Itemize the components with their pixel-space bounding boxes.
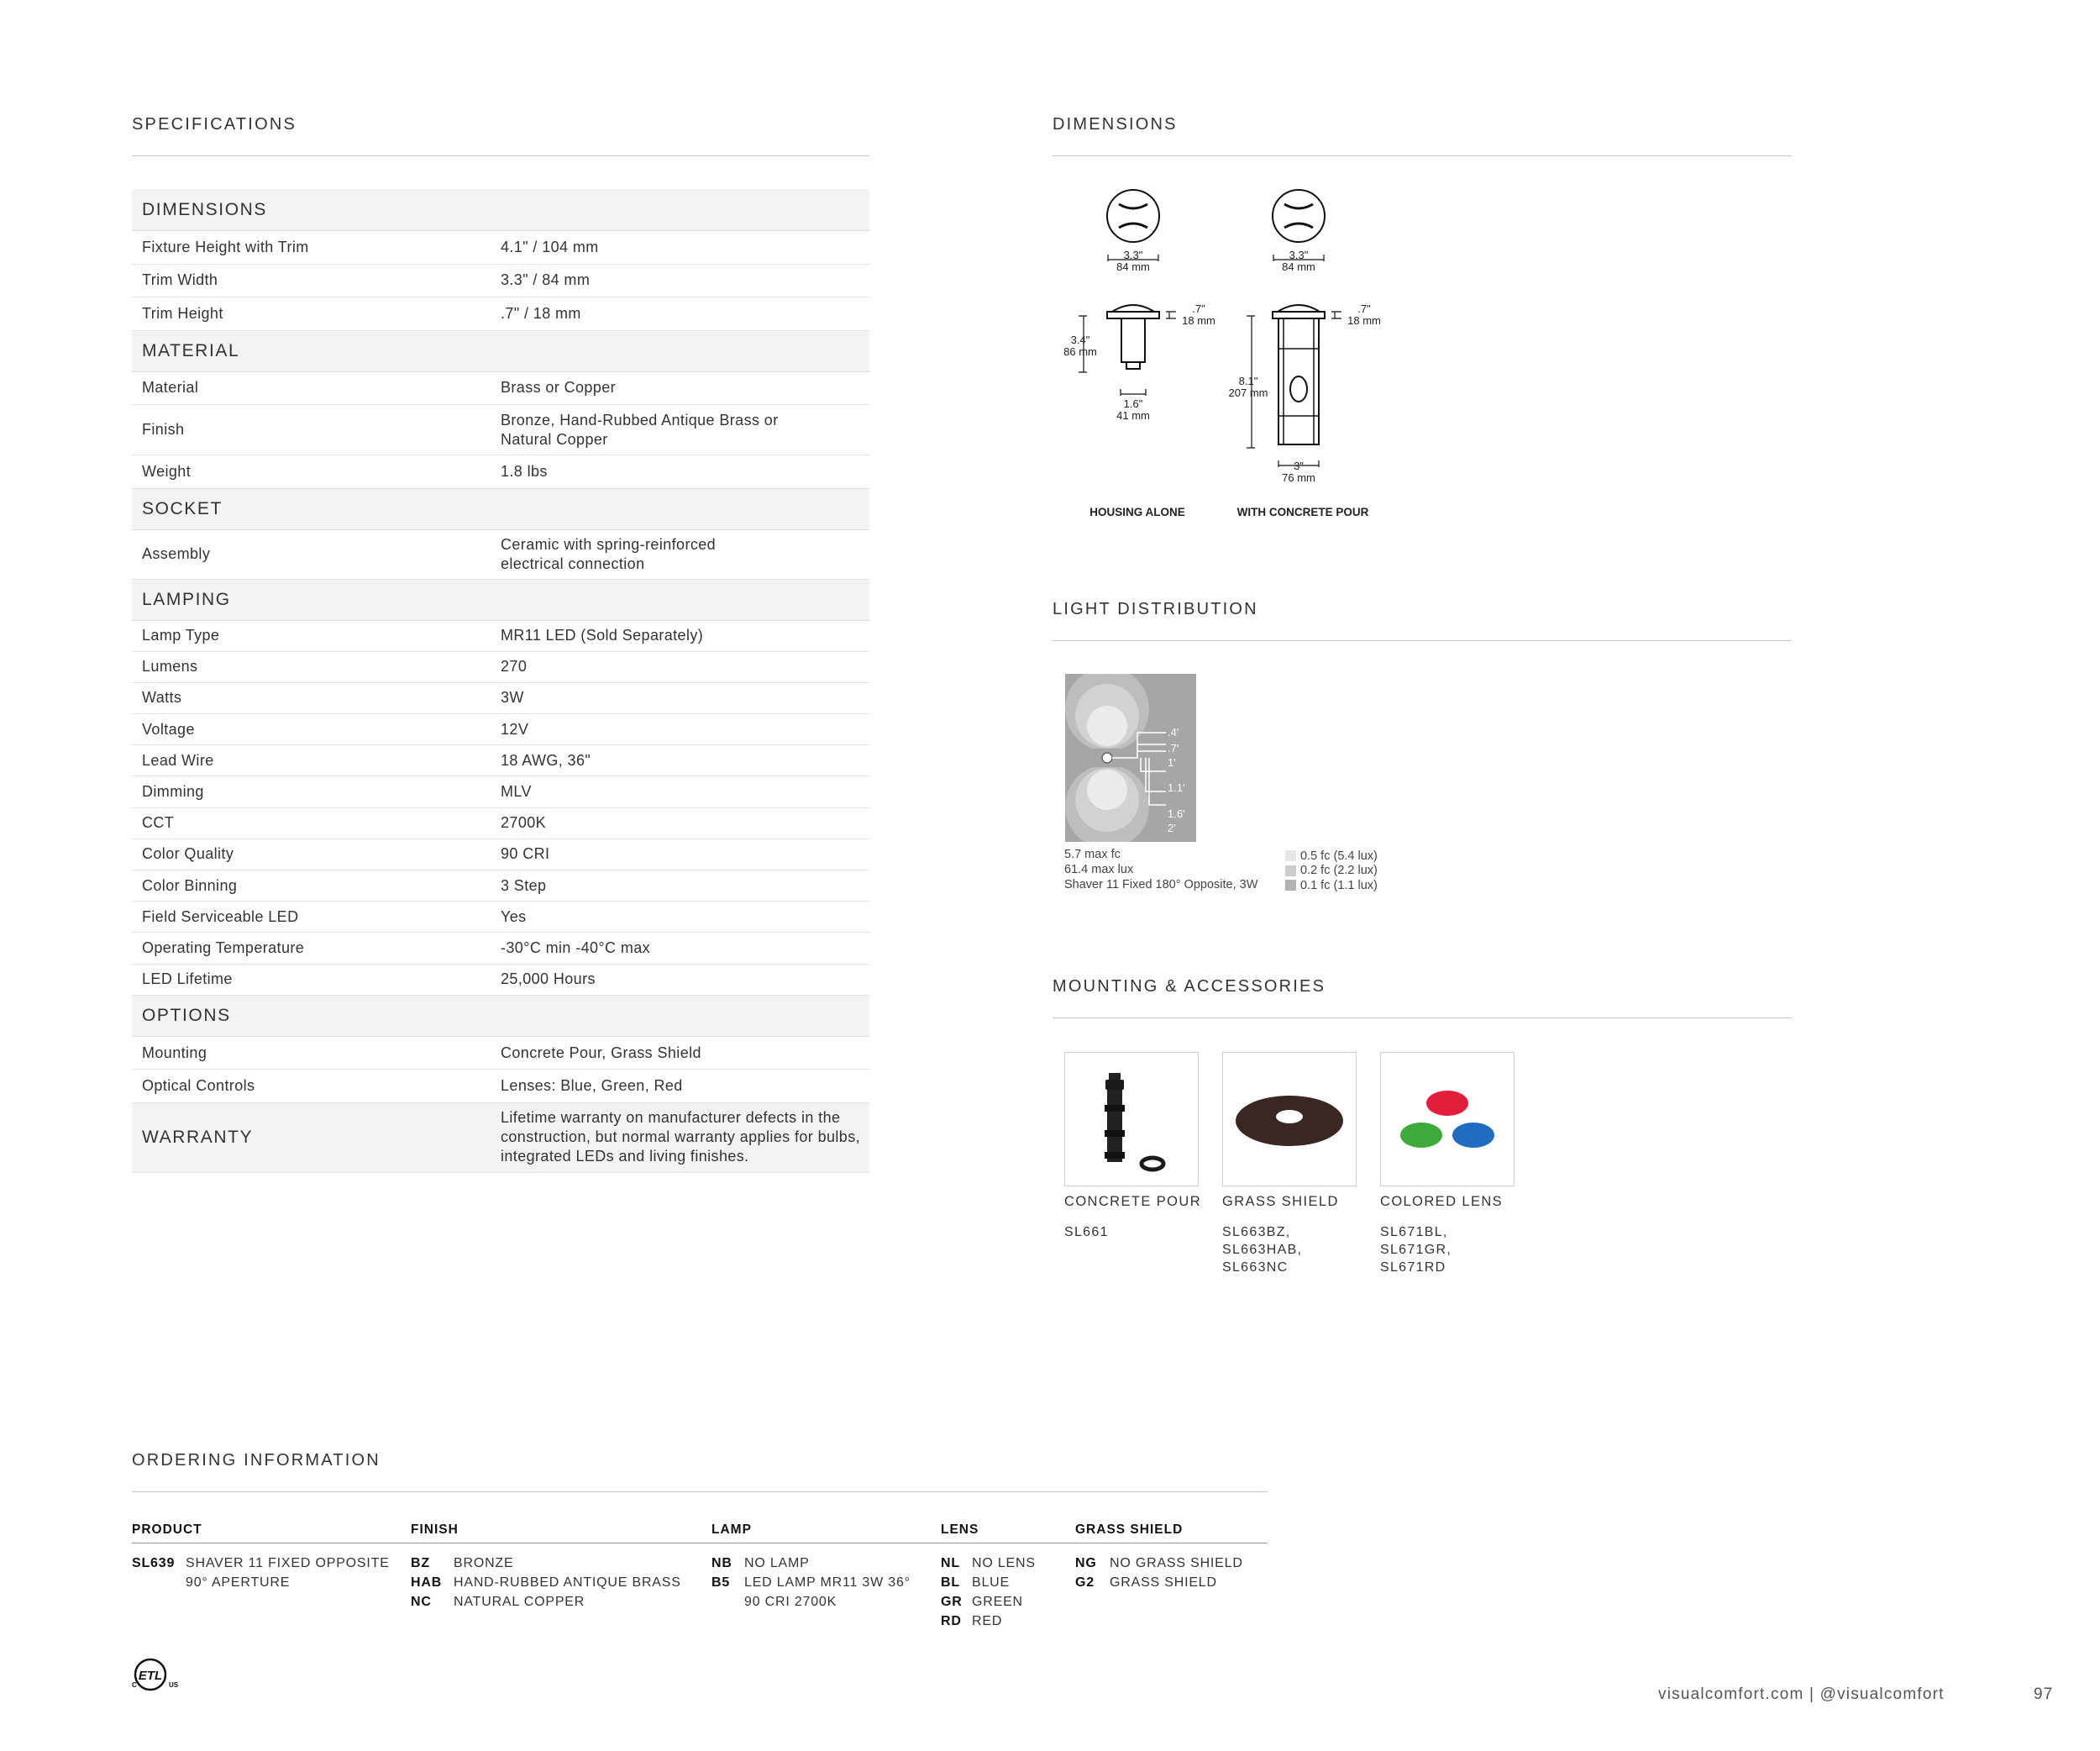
- left-trim-in: .7": [1192, 302, 1205, 315]
- ordering-option: [941, 1592, 1036, 1612]
- distribution-description: Shaver 11 Fixed 180° Opposite, 3W: [1064, 878, 1258, 891]
- pour-height-mm: 207 mm: [1228, 386, 1268, 399]
- legend-label: 0.2 fc (2.2 lux): [1300, 864, 1378, 878]
- trim-top-view-left: [1107, 190, 1159, 242]
- spec-row: [132, 902, 869, 933]
- footer-website[interactable]: visualcomfort.com | @visualcomfort: [1658, 1685, 1945, 1703]
- spec-value: 25,000 Hours: [501, 970, 596, 988]
- light-distribution-legend: [1285, 849, 1378, 893]
- spec-label: LED Lifetime: [142, 970, 233, 988]
- option-desc: SHAVER 11 FIXED OPPOSITE: [186, 1556, 390, 1570]
- spec-value: 2700K: [501, 814, 547, 832]
- ordering-option: [941, 1554, 1036, 1573]
- svg-text:ETL: ETL: [138, 1669, 163, 1683]
- spec-row: [132, 297, 869, 331]
- right-width-mm: 84 mm: [1282, 260, 1315, 273]
- warranty-label: WARRANTY: [142, 1127, 254, 1147]
- option-code: HAB: [411, 1575, 443, 1590]
- right-trim-in: .7": [1357, 302, 1371, 315]
- ordering-lamp-header: LAMP: [711, 1522, 752, 1537]
- accessory-code: SL663BZ,: [1222, 1225, 1291, 1239]
- spec-value: Yes: [501, 907, 527, 925]
- legend-item: [1285, 878, 1378, 893]
- spec-value: .7" / 18 mm: [501, 304, 581, 322]
- svg-text:C: C: [132, 1681, 137, 1689]
- scale-label: 2': [1168, 822, 1176, 834]
- svg-text:US: US: [169, 1681, 179, 1689]
- spec-value: Concrete Pour, Grass Shield: [501, 1044, 701, 1061]
- option-code: B5: [711, 1575, 731, 1590]
- spec-row: [132, 1070, 869, 1103]
- divider: [132, 155, 869, 156]
- spec-label: Finish: [142, 421, 185, 438]
- spec-value: Brass or Copper: [501, 379, 617, 397]
- pour-height-in: 8.1": [1238, 375, 1258, 387]
- spec-row: [132, 745, 869, 776]
- ordering-option: [411, 1592, 681, 1612]
- green-lens: [1400, 1123, 1442, 1148]
- spec-row: [132, 530, 869, 580]
- option-code: NL: [941, 1556, 960, 1570]
- spec-value: Ceramic with spring-reinforced electrical connection: [501, 535, 717, 572]
- mounting-title: MOUNTING & ACCESSORIES: [1053, 977, 1326, 996]
- concrete-pour-image: [1064, 1052, 1199, 1186]
- option-desc: BLUE: [972, 1575, 1010, 1590]
- spec-table: [132, 189, 869, 1173]
- ordering-lens-header: LENS: [941, 1522, 979, 1537]
- option-code: NB: [711, 1556, 732, 1570]
- ordering-option: [411, 1573, 681, 1592]
- trim-top-view-right: [1273, 190, 1325, 242]
- divider: [132, 1491, 1268, 1492]
- option-desc: NO LAMP: [744, 1556, 810, 1570]
- option-code: G2: [1075, 1575, 1095, 1590]
- ordering-finish-list: [411, 1554, 681, 1612]
- spec-value: 18 AWG, 36": [501, 751, 591, 769]
- accessory-codes: [1064, 1223, 1109, 1241]
- left-width-mm: 84 mm: [1116, 260, 1150, 273]
- spec-label: Trim Height: [142, 304, 223, 322]
- option-code: NG: [1075, 1556, 1097, 1570]
- ordering-grass-shield-list: [1075, 1554, 1243, 1592]
- ordering-grass-shield-header: GRASS SHIELD: [1075, 1522, 1184, 1537]
- spec-label: Assembly: [142, 545, 211, 562]
- spec-row: [132, 231, 869, 265]
- spec-row: [132, 870, 869, 902]
- spec-label: Lead Wire: [142, 751, 214, 769]
- ordering-option: [941, 1612, 1036, 1631]
- accessory-name: COLORED LENS: [1380, 1194, 1504, 1209]
- pour-dia-in: 3": [1294, 460, 1304, 472]
- dimension-drawing: [1052, 181, 1404, 525]
- spec-row: [132, 714, 869, 745]
- spec-label: Dimming: [142, 783, 204, 801]
- colored-lens-image: [1380, 1052, 1515, 1186]
- spec-row: [132, 455, 869, 489]
- option-desc: BRONZE: [454, 1556, 514, 1570]
- ordering-option: [1075, 1573, 1243, 1592]
- scale-label: 1': [1168, 756, 1176, 769]
- light-distribution-graphic: [1065, 674, 1196, 842]
- option-code: GR: [941, 1595, 963, 1609]
- spec-value: 1.8 lbs: [501, 462, 548, 480]
- spec-row: [132, 652, 869, 683]
- spec-row: [132, 683, 869, 714]
- legend-swatch: [1285, 880, 1296, 891]
- right-width-in: 3.3": [1289, 249, 1309, 261]
- spec-group-header: DIMENSIONS: [132, 189, 869, 231]
- spec-row: [132, 933, 869, 964]
- accessory-name: CONCRETE POUR: [1064, 1194, 1202, 1209]
- option-desc-line2: 90 CRI 2700K: [744, 1595, 837, 1609]
- caption-housing-alone: HOUSING ALONE: [1089, 506, 1185, 518]
- ordering-product-header: PRODUCT: [132, 1522, 202, 1537]
- spec-label: Color Quality: [142, 845, 234, 863]
- legend-swatch: [1285, 850, 1296, 861]
- left-width-in: 3.3": [1123, 249, 1143, 261]
- etl-certification-logo: [132, 1657, 181, 1692]
- ordering-lens-list: [941, 1554, 1036, 1631]
- option-desc: LED LAMP MR11 3W 36°: [744, 1575, 911, 1590]
- spec-label: Watts: [142, 689, 182, 707]
- caption-with-concrete-pour: WITH CONCRETE POUR: [1236, 506, 1369, 518]
- spec-label: Weight: [142, 462, 192, 480]
- housing-height-in: 3.4": [1070, 334, 1090, 346]
- accessory-codes: [1380, 1223, 1452, 1276]
- spec-row: [132, 405, 869, 455]
- red-lens: [1426, 1091, 1468, 1116]
- ordering-option: [411, 1554, 681, 1573]
- option-desc: RED: [972, 1614, 1003, 1628]
- spec-label: Trim Width: [142, 271, 218, 289]
- spec-value: MR11 LED (Sold Separately): [501, 627, 704, 644]
- legend-label: 0.5 fc (5.4 lux): [1300, 849, 1378, 863]
- spec-label: Lamp Type: [142, 627, 220, 644]
- spec-label: Fixture Height with Trim: [142, 238, 309, 255]
- ordering-product-list: [132, 1554, 390, 1592]
- accessory-code: SL671RD: [1380, 1260, 1446, 1275]
- spec-row: [132, 776, 869, 807]
- legend-label: 0.1 fc (1.1 lux): [1300, 878, 1378, 892]
- option-desc: HAND-RUBBED ANTIQUE BRASS: [454, 1575, 681, 1590]
- scale-label: .7': [1168, 742, 1179, 755]
- spec-label: CCT: [142, 814, 175, 832]
- dimensions-title: DIMENSIONS: [1053, 115, 1178, 134]
- spec-value: Lenses: Blue, Green, Red: [501, 1077, 683, 1094]
- ordering-title: ORDERING INFORMATION: [132, 1451, 381, 1470]
- spec-value: 3W: [501, 689, 524, 707]
- left-trim-mm: 18 mm: [1182, 314, 1215, 327]
- accessory-code: SL663HAB,: [1222, 1243, 1303, 1257]
- option-desc: GREEN: [972, 1595, 1023, 1609]
- scale-label: .4': [1168, 726, 1179, 739]
- spec-value: 270: [501, 658, 528, 676]
- spec-row: [132, 839, 869, 870]
- warranty-value: Lifetime warranty on manufacturer defects in the construction, but normal warranty applies for bulbs, integrated LEDs and living finishes.: [501, 1109, 860, 1165]
- ordering-option: [941, 1573, 1036, 1592]
- spec-value: MLV: [501, 783, 532, 801]
- spec-label: Operating Temperature: [142, 939, 305, 956]
- divider: [1053, 155, 1792, 156]
- spec-value: 3 Step: [501, 876, 547, 894]
- scale-label: 1.6': [1168, 807, 1185, 820]
- pour-dia-mm: 76 mm: [1282, 471, 1315, 484]
- light-distribution-title: LIGHT DISTRIBUTION: [1053, 600, 1258, 618]
- spec-label: Voltage: [142, 720, 195, 738]
- spec-value: 4.1" / 104 mm: [501, 238, 599, 255]
- legend-swatch: [1285, 865, 1296, 876]
- option-code: NC: [411, 1595, 432, 1609]
- scale-label: 1.1': [1168, 781, 1185, 794]
- divider: [1053, 640, 1792, 641]
- ordering-lamp-list: [711, 1554, 911, 1612]
- spec-label: Mounting: [142, 1044, 207, 1061]
- blue-lens: [1452, 1123, 1494, 1148]
- accessory-code: SL661: [1064, 1225, 1109, 1239]
- light-distribution-notes: [1064, 847, 1257, 892]
- option-desc-line2: 90° APERTURE: [186, 1575, 291, 1590]
- spec-row: [132, 808, 869, 839]
- accessory-name: GRASS SHIELD: [1222, 1194, 1339, 1209]
- spec-value: 90 CRI: [501, 845, 550, 863]
- spec-label: Color Binning: [142, 876, 238, 894]
- option-desc: NO LENS: [972, 1556, 1036, 1570]
- accessory-code: SL671BL,: [1380, 1225, 1448, 1239]
- ordering-finish-header: FINISH: [411, 1522, 459, 1537]
- option-code: BL: [941, 1575, 960, 1590]
- option-code: BZ: [411, 1556, 430, 1570]
- spec-value: -30°C min -40°C max: [501, 939, 651, 956]
- legend-item: [1285, 849, 1378, 864]
- spec-label: Field Serviceable LED: [142, 907, 299, 925]
- spec-value: 3.3" / 84 mm: [501, 271, 591, 289]
- accessory-code: SL663NC: [1222, 1260, 1289, 1275]
- spec-row: [132, 265, 869, 298]
- option-code: SL639: [132, 1556, 176, 1570]
- page-number: 97: [2034, 1685, 2054, 1703]
- grass-shield-image: [1222, 1052, 1357, 1186]
- legend-item: [1285, 864, 1378, 879]
- spec-label: Lumens: [142, 658, 198, 676]
- specifications-title: SPECIFICATIONS: [132, 115, 297, 134]
- housing-dia-mm: 41 mm: [1116, 409, 1150, 422]
- option-code: RD: [941, 1614, 962, 1628]
- spec-group-header: MATERIAL: [132, 331, 869, 372]
- right-trim-mm: 18 mm: [1347, 314, 1381, 327]
- ordering-option: [711, 1573, 911, 1612]
- spec-label: Optical Controls: [142, 1077, 255, 1094]
- divider: [1053, 1017, 1792, 1018]
- warranty-row: [132, 1103, 869, 1173]
- spec-group-header: OPTIONS: [132, 996, 869, 1037]
- option-desc: NATURAL COPPER: [454, 1595, 585, 1609]
- housing-dia-in: 1.6": [1123, 397, 1143, 410]
- accessory-codes: [1222, 1223, 1302, 1276]
- option-desc: NO GRASS SHIELD: [1110, 1556, 1243, 1570]
- spec-row: [132, 965, 869, 996]
- spec-row: [132, 1037, 869, 1070]
- accessory-code: SL671GR,: [1380, 1243, 1452, 1257]
- spec-value: Bronze, Hand-Rubbed Antique Brass or Natural Copper: [501, 411, 779, 448]
- spec-value: 12V: [501, 720, 529, 738]
- ordering-option: [711, 1554, 911, 1573]
- ordering-option: [1075, 1554, 1243, 1573]
- housing-height-mm: 86 mm: [1063, 345, 1097, 358]
- option-desc: GRASS SHIELD: [1110, 1575, 1217, 1590]
- spec-row: [132, 372, 869, 406]
- spec-row: [132, 621, 869, 652]
- spec-label: Material: [142, 379, 199, 397]
- ordering-option: [132, 1554, 390, 1592]
- spec-group-header: SOCKET: [132, 489, 869, 530]
- spec-group-header: LAMPING: [132, 580, 869, 621]
- max-fc: 5.7 max fc: [1064, 848, 1121, 861]
- max-lux: 61.4 max lux: [1064, 863, 1134, 876]
